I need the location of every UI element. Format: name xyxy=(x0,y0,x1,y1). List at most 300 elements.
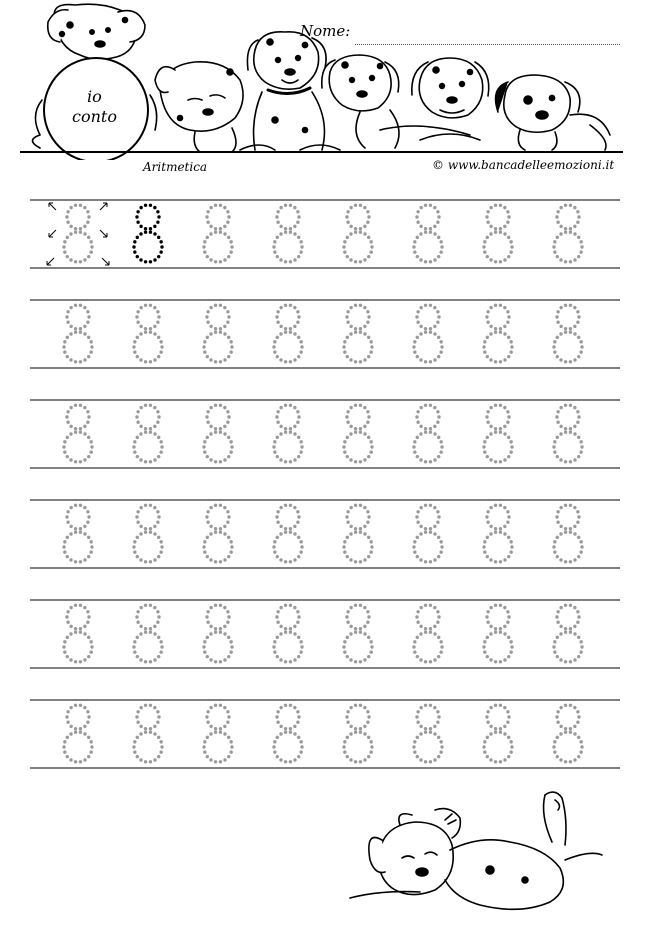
trace-digit xyxy=(342,304,373,364)
digit-dot xyxy=(349,558,352,561)
digit-dot xyxy=(149,704,152,707)
digit-dot xyxy=(156,721,159,724)
trace-digit xyxy=(202,304,233,364)
digit-dot xyxy=(349,425,352,428)
digit-dot xyxy=(293,332,296,335)
digit-dot xyxy=(577,536,580,539)
digit-dot xyxy=(367,455,370,458)
digit-dot xyxy=(297,736,300,739)
digit-dot xyxy=(486,710,489,713)
digit-dot xyxy=(569,660,572,663)
digit-dot xyxy=(429,660,432,663)
digit-dot xyxy=(416,410,419,413)
digit-dot xyxy=(74,731,77,734)
digit-dot xyxy=(87,655,90,658)
digit-dot xyxy=(343,440,346,443)
digit-dot xyxy=(149,260,152,263)
direction-arrow-icon xyxy=(47,258,54,265)
digit-dot xyxy=(136,321,139,324)
digit-dot xyxy=(577,255,580,258)
digit-dot xyxy=(579,340,582,343)
digit-dot xyxy=(555,715,558,718)
digit-dot xyxy=(229,240,232,243)
digit-dot xyxy=(486,655,489,658)
digit-dot xyxy=(206,736,209,739)
trace-digit xyxy=(412,204,443,264)
digit-dot xyxy=(499,327,502,330)
digit-dot xyxy=(346,210,349,213)
digit-dot xyxy=(559,525,562,528)
digit-dot xyxy=(300,545,303,548)
digit-dot xyxy=(486,355,489,358)
digit-dot xyxy=(279,658,282,661)
digit-dot xyxy=(275,515,278,518)
digit-dot xyxy=(367,236,370,239)
digit-dot xyxy=(577,655,580,658)
digit-dot xyxy=(494,631,497,634)
digit-dot xyxy=(203,640,206,643)
digit-dot xyxy=(424,627,427,630)
digit-dot xyxy=(279,225,282,228)
digit-dot xyxy=(83,525,86,528)
digit-dot xyxy=(299,750,302,753)
digit-dot xyxy=(139,358,142,361)
digit-dot xyxy=(486,410,489,413)
digit-dot xyxy=(576,310,579,313)
digit-dot xyxy=(275,315,278,318)
digit-dot xyxy=(87,755,90,758)
digit-dot xyxy=(87,315,90,318)
digit-dot xyxy=(576,721,579,724)
digit-dot xyxy=(564,704,567,707)
digit-dot xyxy=(276,221,279,224)
digit-dot xyxy=(209,725,212,728)
digit-dot xyxy=(203,350,206,353)
digit-dot xyxy=(153,458,156,461)
digit-dot xyxy=(74,304,77,307)
digit-dot xyxy=(279,406,282,409)
digit-dot xyxy=(159,540,162,543)
digit-dot xyxy=(363,506,366,509)
digit-dot xyxy=(69,525,72,528)
digit-dot xyxy=(89,340,92,343)
digit-dot xyxy=(366,610,369,613)
digit-dot xyxy=(299,450,302,453)
digit-dot xyxy=(139,325,142,328)
digit-dot xyxy=(214,660,217,663)
digit-dot xyxy=(499,427,502,430)
digit-dot xyxy=(556,236,559,239)
digit-dot xyxy=(507,355,510,358)
digit-dot xyxy=(503,532,506,535)
digit-dot xyxy=(276,536,279,539)
digit-dot xyxy=(136,336,139,339)
digit-dot xyxy=(209,425,212,428)
digit-dot xyxy=(576,610,579,613)
digit-dot xyxy=(424,431,427,434)
digit-dot xyxy=(349,758,352,761)
digit-dot xyxy=(279,525,282,528)
digit-dot xyxy=(499,331,502,334)
digit-dot xyxy=(293,406,296,409)
trace-digit xyxy=(412,304,443,364)
digit-dot xyxy=(214,304,217,307)
digit-dot xyxy=(485,615,488,618)
digit-dot xyxy=(293,325,296,328)
digit-dot xyxy=(293,506,296,509)
digit-dot xyxy=(156,621,159,624)
digit-dot xyxy=(284,604,287,607)
digit-dot xyxy=(297,315,300,318)
digit-dot xyxy=(569,327,572,330)
tracing-row xyxy=(30,200,620,268)
digit-dot xyxy=(556,310,559,313)
digit-dot xyxy=(503,406,506,409)
digit-dot xyxy=(494,604,497,607)
digit-dot xyxy=(363,706,366,709)
digit-dot xyxy=(507,655,510,658)
digit-dot xyxy=(136,421,139,424)
digit-dot xyxy=(489,558,492,561)
digit-dot xyxy=(489,325,492,328)
digit-dot xyxy=(573,406,576,409)
digit-dot xyxy=(66,436,69,439)
digit-dot xyxy=(573,432,576,435)
digit-dot xyxy=(157,215,160,218)
digit-dot xyxy=(486,636,489,639)
digit-dot xyxy=(226,210,229,213)
trace-digit xyxy=(482,304,513,364)
digit-dot xyxy=(437,536,440,539)
digit-dot xyxy=(133,340,136,343)
digit-dot xyxy=(579,240,582,243)
digit-dot xyxy=(227,555,230,558)
digit-dot xyxy=(230,645,233,648)
digit-dot xyxy=(433,358,436,361)
digit-dot xyxy=(366,721,369,724)
digit-dot xyxy=(573,658,576,661)
digit-dot xyxy=(276,710,279,713)
digit-dot xyxy=(83,406,86,409)
trace-digit xyxy=(482,404,513,464)
digit-dot xyxy=(433,732,436,735)
digit-dot xyxy=(363,658,366,661)
digit-dot xyxy=(429,727,432,730)
digit-dot xyxy=(139,558,142,561)
digit-dot xyxy=(349,325,352,328)
digit-dot xyxy=(569,604,572,607)
digit-dot xyxy=(144,631,147,634)
digit-dot xyxy=(433,332,436,335)
digit-dot xyxy=(66,321,69,324)
digit-dot xyxy=(433,458,436,461)
digit-dot xyxy=(136,610,139,613)
digit-dot xyxy=(556,455,559,458)
digit-dot xyxy=(363,558,366,561)
digit-dot xyxy=(346,536,349,539)
guide-dot xyxy=(66,210,69,213)
digit-dot xyxy=(66,455,69,458)
digit-dot xyxy=(506,421,509,424)
digit-dot xyxy=(489,458,492,461)
digit-dot xyxy=(276,255,279,258)
digit-dot xyxy=(206,421,209,424)
digit-dot xyxy=(354,504,357,507)
digit-dot xyxy=(440,645,443,648)
trace-digit xyxy=(272,304,303,364)
digit-dot xyxy=(284,560,287,563)
digit-dot xyxy=(79,604,82,607)
digit-dot xyxy=(559,706,562,709)
digit-dot xyxy=(429,760,432,763)
digit-dot xyxy=(209,358,212,361)
digit-dot xyxy=(359,204,362,207)
digit-dot xyxy=(349,432,352,435)
trace-digit xyxy=(342,404,373,464)
trace-digit xyxy=(202,704,233,764)
digit-dot xyxy=(226,310,229,313)
digit-dot xyxy=(273,250,276,253)
digit-dot xyxy=(416,436,419,439)
digit-dot xyxy=(289,727,292,730)
digit-dot xyxy=(139,332,142,335)
digit-dot xyxy=(157,255,160,258)
digit-dot xyxy=(63,450,66,453)
digit-dot xyxy=(214,427,217,430)
digit-dot xyxy=(499,404,502,407)
digit-dot xyxy=(153,332,156,335)
digit-dot xyxy=(359,627,362,630)
digit-dot xyxy=(133,640,136,643)
digit-dot xyxy=(272,745,275,748)
digit-dot xyxy=(63,440,66,443)
digit-dot xyxy=(157,536,160,539)
digit-dot xyxy=(433,532,436,535)
digit-dot xyxy=(367,315,370,318)
digit-dot xyxy=(349,532,352,535)
digit-dot xyxy=(556,210,559,213)
digit-dot xyxy=(569,331,572,334)
digit-dot xyxy=(149,404,152,407)
digit-dot xyxy=(86,321,89,324)
digit-dot xyxy=(206,555,209,558)
digit-dot xyxy=(74,427,77,430)
digit-dot xyxy=(359,331,362,334)
digit-dot xyxy=(429,331,432,334)
digit-dot xyxy=(559,306,562,309)
digit-dot xyxy=(83,432,86,435)
guide-dot xyxy=(69,258,72,261)
digit-dot xyxy=(503,232,506,235)
digit-dot xyxy=(573,358,576,361)
digit-dot xyxy=(136,355,139,358)
digit-dot xyxy=(79,727,82,730)
digit-dot xyxy=(489,258,492,261)
digit-dot xyxy=(214,460,217,463)
digit-dot xyxy=(424,227,427,230)
digit-dot xyxy=(203,240,206,243)
digit-dot xyxy=(136,555,139,558)
digit-dot xyxy=(509,640,512,643)
digit-dot xyxy=(363,258,366,261)
digit-dot xyxy=(79,631,82,634)
digit-dot xyxy=(439,540,442,543)
digit-dot xyxy=(157,736,160,739)
digit-dot xyxy=(69,758,72,761)
digit-dot xyxy=(367,536,370,539)
digit-dot xyxy=(499,704,502,707)
digit-dot xyxy=(343,350,346,353)
digit-dot xyxy=(573,225,576,228)
digit-dot xyxy=(89,440,92,443)
digit-dot xyxy=(507,236,510,239)
digit-dot xyxy=(284,327,287,330)
digit-dot xyxy=(299,650,302,653)
digit-dot xyxy=(437,436,440,439)
digit-dot xyxy=(69,532,72,535)
digit-dot xyxy=(569,627,572,630)
digit-dot xyxy=(342,745,345,748)
digit-dot xyxy=(273,750,276,753)
digit-dot xyxy=(349,406,352,409)
guide-dot xyxy=(79,260,82,263)
digit-dot xyxy=(87,355,90,358)
digit-dot xyxy=(367,736,370,739)
digit-dot xyxy=(223,225,226,228)
digit-dot xyxy=(416,621,419,624)
digit-dot xyxy=(503,425,506,428)
digit-dot xyxy=(354,560,357,563)
trace-digit xyxy=(412,604,443,664)
digit-dot xyxy=(223,406,226,409)
digit-dot xyxy=(494,427,497,430)
digit-dot xyxy=(369,640,372,643)
digit-dot xyxy=(429,360,432,363)
digit-dot xyxy=(416,721,419,724)
digit-dot xyxy=(482,445,485,448)
digit-dot xyxy=(483,350,486,353)
digit-dot xyxy=(569,727,572,730)
digit-dot xyxy=(416,310,419,313)
guide-dot xyxy=(65,215,68,218)
digit-dot xyxy=(366,210,369,213)
digit-dot xyxy=(279,425,282,428)
digit-dot xyxy=(429,604,432,607)
digit-dot xyxy=(503,325,506,328)
digit-dot xyxy=(276,355,279,358)
digit-dot xyxy=(564,731,567,734)
digit-dot xyxy=(489,706,492,709)
digit-dot xyxy=(564,504,567,507)
digit-dot xyxy=(494,527,497,530)
digit-dot xyxy=(345,415,348,418)
digit-dot xyxy=(433,632,436,635)
digit-dot xyxy=(273,540,276,543)
digit-dot xyxy=(206,336,209,339)
digit-dot xyxy=(437,455,440,458)
digit-dot xyxy=(366,421,369,424)
digit-dot xyxy=(363,432,366,435)
trace-digit xyxy=(132,504,163,564)
digit-dot xyxy=(284,504,287,507)
digit-dot xyxy=(139,258,142,261)
digit-dot xyxy=(74,327,77,330)
digit-dot xyxy=(230,545,233,548)
digit-dot xyxy=(153,606,156,609)
digit-dot xyxy=(214,527,217,530)
digit-dot xyxy=(573,632,576,635)
digit-dot xyxy=(223,758,226,761)
digit-dot xyxy=(559,332,562,335)
digit-dot xyxy=(559,758,562,761)
digit-dot xyxy=(153,225,156,228)
digit-dot xyxy=(573,758,576,761)
digit-dot xyxy=(214,627,217,630)
digit-dot xyxy=(366,510,369,513)
digit-dot xyxy=(415,215,418,218)
digit-dot xyxy=(577,215,580,218)
digit-dot xyxy=(296,421,299,424)
digit-dot xyxy=(297,455,300,458)
digit-dot xyxy=(577,615,580,618)
digit-dot xyxy=(343,450,346,453)
digit-dot xyxy=(573,232,576,235)
trace-digit xyxy=(482,604,513,664)
digit-dot xyxy=(209,258,212,261)
digit-dot xyxy=(556,621,559,624)
digit-dot xyxy=(363,225,366,228)
digit-dot xyxy=(556,221,559,224)
digit-dot xyxy=(559,258,562,261)
trace-digit xyxy=(62,704,93,764)
digit-dot xyxy=(90,745,93,748)
digit-dot xyxy=(419,606,422,609)
digit-dot xyxy=(509,340,512,343)
digit-dot xyxy=(489,332,492,335)
digit-dot xyxy=(219,304,222,307)
digit-dot xyxy=(419,625,422,628)
digit-dot xyxy=(489,725,492,728)
digit-dot xyxy=(69,725,72,728)
trace-digit xyxy=(552,304,583,364)
digit-dot xyxy=(275,715,278,718)
digit-dot xyxy=(424,504,427,507)
digit-dot xyxy=(370,645,373,648)
digit-dot xyxy=(273,450,276,453)
digit-dot xyxy=(346,321,349,324)
digit-dot xyxy=(209,432,212,435)
trace-digit xyxy=(342,604,373,664)
digit-dot xyxy=(149,760,152,763)
digit-dot xyxy=(433,706,436,709)
digit-dot xyxy=(69,432,72,435)
digit-dot xyxy=(144,704,147,707)
digit-dot xyxy=(289,760,292,763)
digit-dot xyxy=(489,406,492,409)
digit-dot xyxy=(139,406,142,409)
trace-digit xyxy=(272,404,303,464)
digit-dot xyxy=(297,255,300,258)
digit-dot xyxy=(214,404,217,407)
digit-dot xyxy=(366,710,369,713)
digit-dot xyxy=(416,255,419,258)
digit-dot xyxy=(573,206,576,209)
digit-dot xyxy=(424,360,427,363)
digit-dot xyxy=(219,431,222,434)
digit-dot xyxy=(87,336,90,339)
digit-dot xyxy=(297,236,300,239)
digit-dot xyxy=(506,521,509,524)
